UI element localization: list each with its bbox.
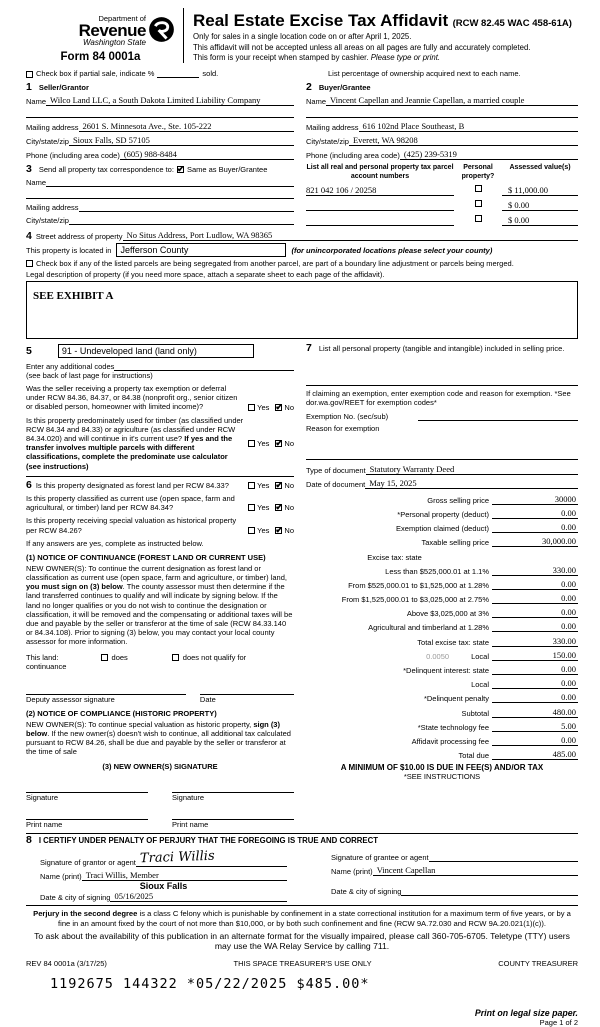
grantee-name-print-label: Name (print) bbox=[331, 867, 373, 877]
form-title-rcw-ref: (RCW 82.45 WAC 458-61A) bbox=[452, 18, 572, 29]
this-land-label: This land: bbox=[26, 652, 59, 662]
perjury-notice bbox=[26, 905, 578, 927]
section-6-divider bbox=[26, 476, 294, 477]
document-divider bbox=[306, 459, 578, 460]
tax-label: Affidavit processing fee bbox=[411, 736, 489, 746]
tax-value[interactable]: 0.00 bbox=[492, 621, 578, 632]
correspondence-parcels-columns bbox=[26, 160, 578, 226]
parcel-number-field[interactable] bbox=[306, 210, 454, 211]
buyer-phone-field[interactable]: (425) 239-5319 bbox=[400, 149, 578, 160]
form-title-block bbox=[184, 8, 572, 63]
notice1-post: . The county assessor must then determine if the land transferred continues to qualify and will indicate by signing below. If the land no longer qualifies or you do not wish to continue the designation or classification, it will be removed and the compensating or additional taxes will be due and payable by the seller or transferor at the time of sale (RCW 84.33.140 or 84.34.108). Prior to signing (3) below, you may contact your local county assessor for more information. bbox=[26, 582, 293, 647]
owner-signature-line[interactable] bbox=[26, 781, 148, 793]
city-stamp: Sioux Falls bbox=[139, 881, 188, 892]
tax-row-state-technology-fee bbox=[306, 718, 578, 732]
tax-value[interactable]: 0.00 bbox=[492, 692, 578, 703]
tax-value[interactable]: 0.00 bbox=[492, 593, 578, 604]
q5-yes-checkbox[interactable] bbox=[248, 527, 255, 534]
notice2-bold: sign (3) below bbox=[26, 719, 280, 738]
assessed-value-field[interactable]: $ 0.00 bbox=[502, 200, 578, 211]
form-title: Real Estate Excise Tax Affidavit bbox=[193, 11, 449, 30]
located-in-label: This property is located in bbox=[26, 245, 112, 255]
personal-property-checkbox[interactable] bbox=[475, 215, 482, 222]
does-checkbox[interactable] bbox=[101, 654, 108, 661]
revenue-swirl-icon bbox=[148, 16, 175, 43]
section-4-number: 4 bbox=[26, 230, 32, 242]
tax-row-tier2 bbox=[306, 576, 578, 590]
buyer-csz-label: City/state/zip bbox=[306, 137, 349, 146]
tax-label: Above $3,025,000 at 3% bbox=[406, 609, 489, 619]
header-note-1: Only for sales in a single location code on or after April 1, 2025. bbox=[193, 32, 412, 41]
timber-agriculture-question-text bbox=[26, 416, 244, 471]
assessed-value-field[interactable]: $ 11,000.00 bbox=[502, 185, 578, 196]
yes-label: Yes bbox=[257, 525, 270, 535]
tax-value[interactable]: 0.00 bbox=[492, 678, 578, 689]
tax-row-total-due bbox=[306, 746, 578, 760]
parcel-row bbox=[306, 196, 578, 211]
section-1-number: 1 bbox=[26, 81, 32, 93]
local-rate-value: 0.0050 bbox=[426, 651, 450, 661]
grantor-sig-label: Signature of grantor or agent bbox=[40, 858, 136, 868]
parcel-row bbox=[306, 211, 578, 226]
signature-label: Signature bbox=[172, 793, 205, 803]
please-type-or-print-note: Please type or print. bbox=[370, 53, 441, 63]
tax-label: From $1,525,000.01 to $3,025,000 at 2.75% bbox=[341, 595, 489, 605]
tax-value[interactable]: 150.00 bbox=[492, 650, 578, 661]
print-legal-size-note: Print on legal size paper. bbox=[474, 1007, 578, 1018]
does-not-label: does not qualify for bbox=[182, 652, 247, 662]
grantee-signature-block bbox=[317, 845, 578, 902]
notice-continuance-title: (1) NOTICE OF CONTINUANCE (FOREST LAND OR CURRENT USE) bbox=[26, 552, 266, 562]
reason-for-exemption-label: Reason for exemption bbox=[306, 423, 380, 433]
yes-label: Yes bbox=[257, 438, 270, 448]
owner-signature-slot bbox=[172, 781, 294, 802]
parcel-numbers-header: List all real and personal property tax parcel account numbers bbox=[306, 164, 454, 180]
tax-row-exemption-claimed bbox=[306, 519, 578, 533]
grantor-date-field[interactable]: 05/16/2025 bbox=[110, 891, 287, 902]
buyer-name-field[interactable]: Vincent Capellan and Jeannie Capellan, a married couple bbox=[326, 95, 578, 106]
if-yes-note: If any answers are yes, complete as instructed below. bbox=[26, 538, 204, 548]
no-label: No bbox=[284, 438, 294, 448]
tax-value[interactable]: 0.00 bbox=[492, 735, 578, 746]
q5-no-checkbox[interactable] bbox=[275, 527, 282, 534]
buyer-grantee-section bbox=[306, 78, 578, 160]
tax-label: Taxable selling price bbox=[421, 538, 489, 548]
tax-value[interactable]: 5.00 bbox=[492, 721, 578, 732]
section-8-number: 8 bbox=[26, 834, 32, 847]
yes-label: Yes bbox=[257, 503, 270, 513]
partial-sale-label: Check box if partial sale, indicate % bbox=[36, 69, 155, 78]
buyer-mailing-label: Mailing address bbox=[306, 123, 359, 132]
legal-description-label: Legal description of property (if you need more space, attach a separate sheet to each page of the affidavit). bbox=[26, 270, 385, 279]
seller-name-field[interactable]: Wilco Land LLC, a South Dakota Limited Liability Company bbox=[46, 95, 294, 106]
property-location-section bbox=[26, 230, 578, 339]
tax-row-gross-selling-price bbox=[306, 491, 578, 505]
section-2-number: 2 bbox=[306, 81, 312, 93]
signature-label: Signature bbox=[26, 793, 59, 803]
parcel-row bbox=[306, 181, 578, 196]
seller-mailing-field[interactable]: 2601 S. Minnesota Ave., Ste. 105-222 bbox=[79, 121, 294, 132]
date-of-document-field[interactable]: May 15, 2025 bbox=[365, 478, 578, 489]
tax-value[interactable]: 30,000.00 bbox=[492, 536, 578, 547]
tax-label: *Delinquent penalty bbox=[423, 694, 489, 704]
parcel-number-field[interactable] bbox=[306, 225, 454, 226]
seller-name-extra-line[interactable] bbox=[26, 108, 294, 118]
new-owners-signature-row bbox=[26, 781, 294, 802]
tax-value[interactable]: 480.00 bbox=[492, 707, 578, 718]
owner-printname-slot bbox=[26, 808, 148, 829]
tax-value[interactable]: 0.00 bbox=[492, 607, 578, 618]
yes-label: Yes bbox=[257, 480, 270, 490]
seller-grantor-section bbox=[26, 78, 294, 160]
type-of-document-label: Type of document bbox=[306, 465, 366, 475]
does-not-checkbox[interactable] bbox=[172, 654, 179, 661]
deputy-signature-line[interactable] bbox=[26, 683, 186, 695]
tax-value[interactable]: 485.00 bbox=[492, 749, 578, 760]
assessed-value-field[interactable]: $ 0.00 bbox=[502, 215, 578, 226]
personal-property-heading: List all personal property (tangible and intangible) included in selling price. bbox=[318, 344, 565, 353]
segregated-checkbox[interactable] bbox=[26, 260, 33, 267]
owner-printname-slot bbox=[172, 808, 294, 829]
historical-property-question-text: Is this property receiving special valuation as historical property per RCW 84.26? bbox=[26, 516, 237, 535]
tax-label: From $525,000.01 to $1,525,000 at 1.28% bbox=[348, 580, 489, 590]
forest-land-question-text: Is this property designated as forest land per RCW 84.33? bbox=[35, 480, 229, 490]
owner-printname-line[interactable] bbox=[26, 808, 148, 820]
corr-csz-label: City/state/zip bbox=[26, 216, 69, 225]
unincorporated-note: (for unincorporated locations please select your county) bbox=[291, 245, 493, 255]
notice-compliance-title: (2) NOTICE OF COMPLIANCE (HISTORIC PROPERTY) bbox=[26, 708, 217, 718]
q3-no-checkbox[interactable] bbox=[275, 482, 282, 489]
corr-name-field[interactable] bbox=[46, 177, 294, 187]
section-7-number: 7 bbox=[306, 342, 312, 354]
see-instructions-note: *SEE INSTRUCTIONS bbox=[403, 772, 481, 782]
grantee-name-field[interactable]: Vincent Capellan bbox=[373, 865, 578, 876]
q4-yes-checkbox[interactable] bbox=[248, 504, 255, 511]
notice2-post: . If the new owner(s) doesn't wish to continue, all additional tax calculated pursuant to RCW 84.26, shall be due and payable by the seller or transferor at the time of sale bbox=[26, 728, 291, 757]
print-name-label: Print name bbox=[172, 820, 209, 830]
grantee-sig-label: Signature of grantee or agent bbox=[331, 853, 429, 863]
no-label: No bbox=[284, 503, 294, 513]
minimum-due-note: A MINIMUM OF $10.00 IS DUE IN FEE(S) AND/OR TAX bbox=[340, 763, 544, 773]
tax-row-agricultural-timberland bbox=[306, 618, 578, 632]
tax-value[interactable]: 30000 bbox=[492, 494, 578, 505]
additional-codes-label: Enter any additional codes bbox=[26, 362, 115, 371]
reason-blank-area[interactable] bbox=[306, 433, 578, 459]
seller-buyer-columns bbox=[26, 78, 578, 160]
tax-value[interactable]: 330.00 bbox=[492, 565, 578, 576]
exemption-no-field[interactable] bbox=[418, 411, 578, 421]
seller-csz-field[interactable]: Sioux Falls, SD 57105 bbox=[69, 135, 294, 146]
tax-row-delinquent-interest-local bbox=[306, 675, 578, 689]
q2-no-checkbox[interactable] bbox=[275, 440, 282, 447]
deputy-assessor-row bbox=[26, 683, 294, 704]
corr-name-label: Name bbox=[26, 178, 47, 187]
tax-row-tier3 bbox=[306, 590, 578, 604]
date-of-document-label: Date of document bbox=[306, 479, 366, 489]
grantor-date-city-label: Date & city of signing bbox=[40, 893, 111, 903]
midform-columns bbox=[26, 344, 578, 829]
buyer-mailing-field[interactable]: 616 102nd Place Southeast, B bbox=[359, 121, 578, 132]
q2-bold-text: If yes and the transfer involves multiple parcels with different classifications, complete the predominate use calculator (see instructions) bbox=[26, 434, 233, 471]
tax-value[interactable]: 330.00 bbox=[492, 636, 578, 647]
grantor-signature-field[interactable] bbox=[136, 848, 287, 867]
tax-label: Gross selling price bbox=[427, 495, 489, 505]
tax-row-delinquent-interest-state bbox=[306, 661, 578, 675]
forest-land-section bbox=[26, 478, 294, 830]
deputy-date-slot bbox=[200, 683, 294, 704]
grantee-signature-field[interactable] bbox=[429, 848, 578, 862]
timber-agriculture-question bbox=[26, 416, 294, 471]
q2-normal-text: Is this property predominately used for timber (as classified under RCW 84.34 and 84.33) or agriculture (as classified under RCW 84.34.020) and will continue in it's current use? bbox=[26, 415, 244, 444]
agency-logo-block bbox=[26, 8, 184, 63]
continuance-label: continuance bbox=[26, 661, 67, 671]
tax-label: *Personal property (deduct) bbox=[397, 509, 489, 519]
notice1-bold: you must sign on (3) below bbox=[26, 582, 123, 592]
partial-sale-label-sold: sold. bbox=[202, 69, 219, 78]
tax-row-local bbox=[306, 647, 578, 661]
header-note-3-text: This form is your receipt when stamped by cashier. bbox=[193, 53, 369, 63]
exemption-divider bbox=[306, 385, 578, 386]
notice2-pre: NEW OWNER(S): To continue special valuation as historic property, bbox=[26, 719, 254, 729]
perjury-text: is a class C felony which is punishable by confinement in a state correctional institution for a maximum term of five years, or by a fine in an amount fixed by the court of not more than $10,000, or by both such confinement and fine (RCW 9A.72.030 and RCW 9A.20.021(1)(c)). bbox=[58, 909, 571, 928]
legal-description-box[interactable] bbox=[26, 281, 578, 339]
additional-codes-field[interactable] bbox=[114, 361, 294, 371]
deputy-date-label: Date bbox=[199, 694, 216, 704]
alternate-format-notice: To ask about the availability of this publication in an alternate format for the visually impaired, please call 360-705-6705. Teletype (TTY) users may use the WA Relay Service by calling 711. bbox=[34, 930, 570, 951]
tax-label: Subtotal bbox=[461, 708, 489, 718]
same-as-buyer-checkbox[interactable] bbox=[177, 166, 184, 173]
page-number: Page 1 of 2 bbox=[539, 1017, 578, 1027]
perjury-lead: Perjury in the second degree bbox=[33, 909, 138, 919]
seller-name-label: Name bbox=[26, 97, 47, 106]
grantee-date-field[interactable] bbox=[401, 886, 578, 896]
treasurer-receipt-stamp: 1192675 144322 *05/22/2025 $485.00* bbox=[50, 975, 370, 992]
section-5-number: 5 bbox=[26, 344, 32, 357]
partial-sale-row bbox=[26, 69, 578, 78]
tax-label: Total excise tax: state bbox=[417, 637, 489, 647]
owner-signature-line[interactable] bbox=[172, 781, 294, 793]
certification-section bbox=[26, 833, 578, 902]
current-use-question-text: Is this property classified as current use (open space, farm and agricultural, or timber) land per RCW 84.34? bbox=[26, 494, 235, 513]
parcel-number-field[interactable]: 821 042 106 / 20258 bbox=[306, 185, 454, 196]
tax-row-delinquent-penalty bbox=[306, 689, 578, 703]
tax-value[interactable]: 0.00 bbox=[492, 579, 578, 590]
q2-yes-checkbox[interactable] bbox=[248, 440, 255, 447]
yes-label: Yes bbox=[257, 402, 270, 412]
personal-property-checkbox[interactable] bbox=[475, 200, 482, 207]
revenue-wordmark: Revenue bbox=[78, 21, 146, 40]
corr-mailing-label: Mailing address bbox=[26, 203, 79, 212]
correspondence-heading: Send all property tax correspondence to: bbox=[38, 165, 174, 174]
tax-label: Total due bbox=[458, 751, 489, 761]
washington-state-label: Washington State bbox=[82, 38, 146, 47]
segregated-label: Check box if any of the listed parcels are being segregated from another parcel, are part of a boundary line adjustment or parcels being merged. bbox=[36, 259, 514, 268]
form-number: Form 84 0001a bbox=[60, 51, 141, 63]
header-note-2: This affidavit will not be accepted unless all areas on all pages are fully and accurately completed. bbox=[193, 42, 531, 52]
seller-phone-field[interactable]: (605) 988-8484 bbox=[120, 149, 294, 160]
ownership-percentage-note: List percentage of ownership acquired next to each name. bbox=[328, 69, 521, 78]
buyer-name-extra-line[interactable] bbox=[306, 108, 578, 118]
tax-row-taxable-selling-price bbox=[306, 533, 578, 547]
treasurer-use-label: THIS SPACE TREASURER'S USE ONLY bbox=[233, 958, 372, 968]
dept-of-label: Department of bbox=[98, 14, 146, 23]
tax-row-total-excise-state bbox=[306, 632, 578, 646]
exemption-deferral-question bbox=[26, 384, 294, 412]
tax-row-tier4 bbox=[306, 604, 578, 618]
excise-tax-table bbox=[306, 491, 578, 761]
tax-label: *Delinquent interest: state bbox=[403, 666, 489, 676]
print-name-label: Print name bbox=[26, 820, 63, 830]
certification-heading: I CERTIFY UNDER PENALTY OF PERJURY THAT THE FOREGOING IS TRUE AND CORRECT bbox=[38, 836, 379, 846]
land-use-dropdown[interactable]: 91 - Undeveloped land (land only) bbox=[58, 344, 254, 358]
land-qualify-row bbox=[26, 653, 294, 662]
grantor-signature-block bbox=[26, 845, 287, 902]
excise-header-label: Excise tax: state bbox=[367, 552, 422, 562]
q4-no-checkbox[interactable] bbox=[275, 504, 282, 511]
grantor-name-print-label: Name (print) bbox=[40, 872, 82, 882]
tax-row-affidavit-processing-fee bbox=[306, 732, 578, 746]
excise-tax-state-header bbox=[306, 547, 578, 561]
county-treasurer-label: COUNTY TREASURER bbox=[498, 958, 578, 968]
seller-grantor-heading: Seller/Grantor bbox=[38, 83, 89, 92]
legal-description-value: SEE EXHIBIT A bbox=[33, 290, 114, 302]
land-use-section bbox=[26, 344, 294, 829]
exemption-no-label: Exemption No. (sec/sub) bbox=[306, 411, 389, 421]
tax-label: Less than $525,000.01 at 1.1% bbox=[385, 566, 489, 576]
q1-no-checkbox[interactable] bbox=[275, 404, 282, 411]
notice-compliance-paragraph bbox=[26, 720, 294, 757]
tax-label: Exemption claimed (deduct) bbox=[396, 524, 489, 534]
q3-yes-checkbox[interactable] bbox=[248, 482, 255, 489]
corr-mailing-field[interactable] bbox=[79, 202, 294, 212]
buyer-grantee-heading: Buyer/Grantee bbox=[318, 83, 371, 92]
tax-label: Local bbox=[471, 651, 489, 661]
header-note-3 bbox=[193, 53, 572, 63]
same-as-buyer-label: Same as Buyer/Grantee bbox=[186, 165, 268, 174]
corr-csz-field[interactable] bbox=[69, 215, 294, 225]
personal-property-header: Personal property? bbox=[461, 164, 495, 180]
no-label: No bbox=[284, 402, 294, 412]
codes-note: (see back of last page for instructions) bbox=[26, 371, 153, 380]
deputy-signature-label: Deputy assessor signature bbox=[26, 694, 115, 704]
owner-printname-line[interactable] bbox=[172, 808, 294, 820]
deputy-signature-slot bbox=[26, 683, 186, 704]
new-owners-signature-title: (3) NEW OWNER(S) SIGNATURE bbox=[102, 762, 218, 772]
grantor-name-field[interactable]: Traci Willis, Member bbox=[82, 870, 287, 881]
q1-yes-checkbox[interactable] bbox=[248, 404, 255, 411]
notice1-pre: NEW OWNER(S): To continue the current designation as forest land or classification as current use (open space, farm and agriculture, or timber) land, bbox=[26, 563, 287, 583]
footer-row bbox=[26, 959, 578, 968]
tax-value[interactable]: 0.00 bbox=[492, 664, 578, 675]
buyer-name-label: Name bbox=[306, 97, 327, 106]
seller-csz-label: City/state/zip bbox=[26, 137, 69, 146]
parcel-table bbox=[306, 160, 578, 226]
buyer-phone-label: Phone (including area code) bbox=[306, 151, 400, 160]
tax-value[interactable]: 0.00 bbox=[492, 522, 578, 533]
notice-continuance-paragraph bbox=[26, 564, 294, 647]
grantee-date-city-label: Date & city of signing bbox=[331, 887, 402, 897]
assessed-values-header: Assessed value(s) bbox=[509, 164, 571, 171]
tax-row-tier1 bbox=[306, 562, 578, 576]
seller-mailing-label: Mailing address bbox=[26, 123, 79, 132]
personal-property-checkbox[interactable] bbox=[475, 185, 482, 192]
tax-label: *State technology fee bbox=[417, 722, 489, 732]
tax-correspondence-section bbox=[26, 160, 294, 226]
section-3-number: 3 bbox=[26, 163, 32, 175]
buyer-csz-field[interactable]: Everett, WA 98208 bbox=[349, 135, 578, 146]
no-label: No bbox=[284, 525, 294, 535]
tax-value[interactable]: 0.00 bbox=[492, 508, 578, 519]
personal-property-blank-area[interactable] bbox=[306, 353, 578, 385]
deputy-date-line[interactable] bbox=[200, 683, 294, 695]
form-header bbox=[26, 8, 578, 63]
agency-wordmark bbox=[79, 14, 146, 47]
corr-name-extra-line[interactable] bbox=[26, 189, 294, 199]
seller-phone-label: Phone (including area code) bbox=[26, 151, 120, 160]
personal-property-tax-section bbox=[306, 344, 578, 829]
grantor-handwritten-signature: Traci Willis bbox=[139, 849, 215, 867]
owner-signature-slot bbox=[26, 781, 148, 802]
new-owners-printname-row bbox=[26, 808, 294, 829]
section-6-number: 6 bbox=[26, 478, 32, 491]
tax-row-subtotal bbox=[306, 703, 578, 717]
exemption-note: If claiming an exemption, enter exemption code and reason for exemption. *See dor.wa.gov/REET for exemption codes* bbox=[306, 389, 571, 408]
tax-label: Agricultural and timberland at 1.28% bbox=[368, 623, 489, 633]
type-of-document-field[interactable]: Statutory Warranty Deed bbox=[366, 464, 578, 475]
rev-number: REV 84 0001a (3/17/25) bbox=[26, 958, 107, 968]
tax-row-personal-property-deduct bbox=[306, 505, 578, 519]
tax-label: Local bbox=[471, 680, 489, 690]
county-dropdown[interactable]: Jefferson County bbox=[116, 243, 286, 257]
street-address-label: Street address of property bbox=[35, 232, 123, 241]
exemption-deferral-question-text: Was the seller receiving a property tax exemption or deferral under RCW 84.36, 84.37, or 84.38 (nonprofit org., senior citizen or disabled person, homeowner with limited income)? bbox=[26, 384, 238, 412]
does-label: does bbox=[111, 652, 128, 662]
no-label: No bbox=[284, 480, 294, 490]
street-address-field[interactable]: No Situs Address, Port Ludlow, WA 98365 bbox=[123, 230, 578, 241]
partial-sale-checkbox[interactable] bbox=[26, 71, 33, 78]
